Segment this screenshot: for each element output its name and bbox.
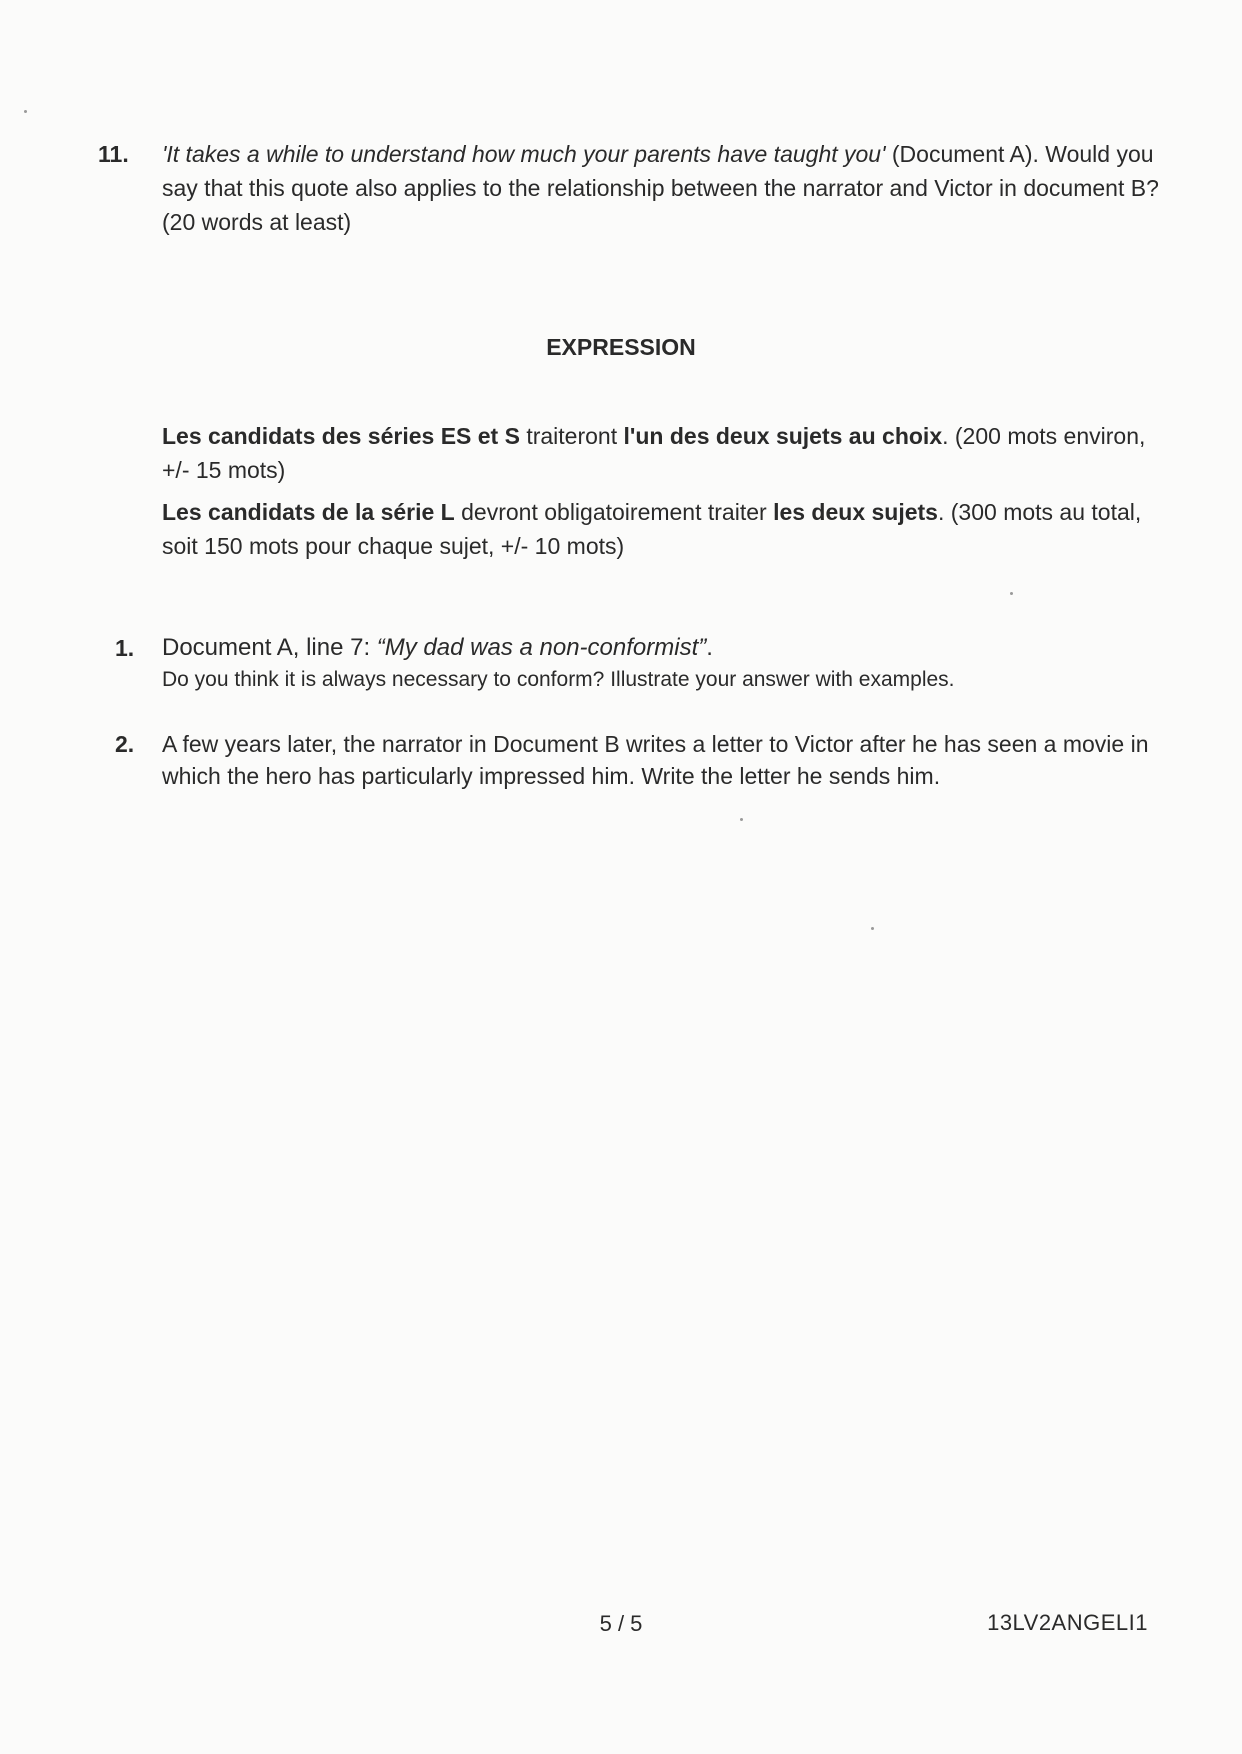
question-source: (Document A). bbox=[885, 141, 1039, 167]
subject-question: Do you think it is always necessary to conform? Illustrate your answer with examples. bbox=[162, 668, 955, 691]
question-text: Would you say that this quote also applies to the relationship between the narrator and Victor in document B? (20 words at least) bbox=[162, 141, 1159, 235]
subject-lead-text: Document A, line 7: bbox=[162, 634, 377, 661]
instruction-l bbox=[162, 495, 1147, 563]
scan-speck bbox=[871, 927, 874, 930]
instruction-bold: Les candidats de la série L bbox=[162, 499, 455, 525]
page-number: 5 / 5 bbox=[599, 1611, 643, 1636]
instruction-bold: les deux sujets bbox=[773, 499, 938, 525]
subject-lead-end: . bbox=[706, 634, 713, 661]
section-title: EXPRESSION bbox=[546, 334, 696, 360]
instruction-es-s bbox=[162, 419, 1147, 487]
subject-lead bbox=[162, 632, 1157, 664]
instruction-bold: l'un des deux sujets au choix bbox=[623, 423, 943, 449]
scan-speck bbox=[1010, 592, 1013, 595]
subject-quote: “My dad was a non-conformist” bbox=[376, 634, 707, 661]
instruction-bold: Les candidats des séries ES et S bbox=[162, 423, 520, 449]
subject-number: 2. bbox=[115, 731, 135, 757]
document-code: 13LV2ANGELI1 bbox=[987, 1610, 1148, 1635]
subject-body bbox=[162, 632, 1157, 696]
instruction-text: . (200 mots environ, +/- 15 mots) bbox=[162, 423, 1146, 483]
question-quote: 'It takes a while to understand how much your parents have taught you' bbox=[162, 141, 886, 167]
scan-speck bbox=[24, 110, 27, 113]
scan-speck bbox=[740, 818, 743, 821]
subject-number: 1. bbox=[115, 635, 135, 661]
subject-text: A few years later, the narrator in Document B writes a letter to Victor after he has seen a movie in which the hero has particularly impressed him. Write the letter he sends him. bbox=[162, 731, 1149, 789]
instruction-text: . (300 mots au total, soit 150 mots pour chaque sujet, +/- 10 mots) bbox=[162, 499, 1142, 559]
instruction-text: traiteront bbox=[519, 423, 624, 449]
instruction-text: devront obligatoirement traiter bbox=[454, 499, 774, 525]
question-number: 11. bbox=[98, 141, 129, 167]
question-body bbox=[162, 137, 1162, 239]
